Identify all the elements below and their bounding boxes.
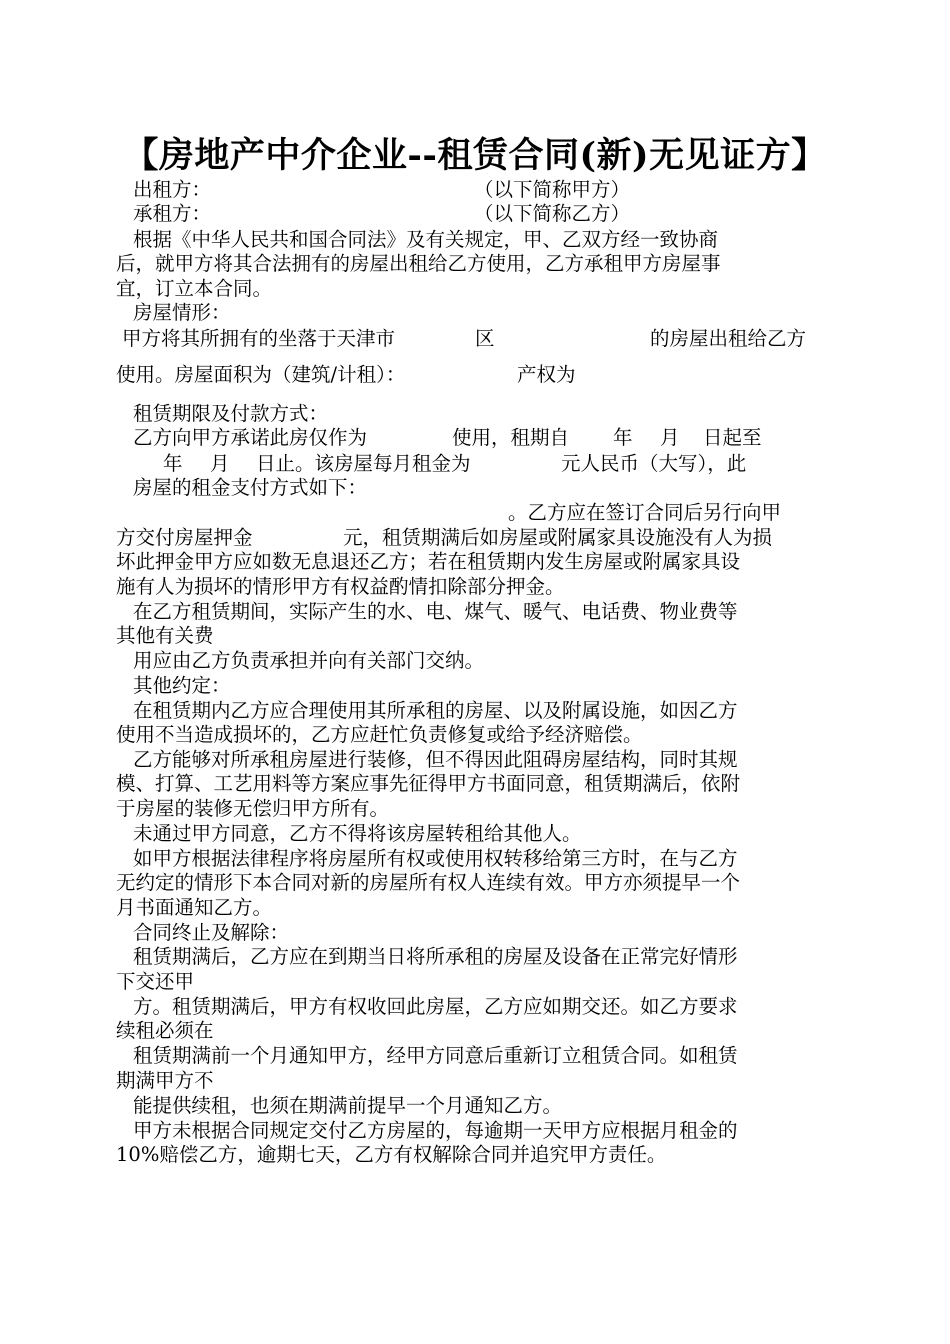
lessor-label: 出租方： xyxy=(133,178,212,201)
termination-line-8: 甲方未根据合同规定交付乙方房屋的，每逾期一天甲方应根据月租金的 xyxy=(133,1119,738,1142)
other-line-7: 如甲方根据法律程序将房屋所有权或使用权转移给第三方时，在与乙方 xyxy=(133,847,738,870)
termination-line-4: 续租必须在 xyxy=(116,1019,214,1042)
termination-line-3: 方。租赁期满后，甲方有权收回此房屋，乙方应如期交还。如乙方要求 xyxy=(133,995,738,1018)
property-line-1-c: 的房屋出租给乙方 xyxy=(650,327,807,350)
section-heading-other: 其他约定： xyxy=(133,674,231,697)
other-line-1: 在租赁期内乙方应合理使用其所承租的房屋、以及附属设施，如因乙方 xyxy=(133,699,738,722)
term-line-1-b: 使用，租期自 xyxy=(452,426,570,449)
other-line-4: 模、打算、工艺用料等方案应事先征得甲方书面同意，租赁期满后，依附 xyxy=(116,772,741,795)
other-line-6: 未通过甲方同意，乙方不得将该房屋转租给其他人。 xyxy=(133,822,582,845)
termination-line-2: 下交还甲 xyxy=(116,970,195,993)
lessee-abbrev: （以下简称乙方） xyxy=(474,202,631,225)
termination-line-1: 租赁期满后，乙方应在到期当日将所承租的房屋及设备在正常完好情形 xyxy=(133,945,738,968)
other-line-3: 乙方能够对所承租房屋进行装修，但不得因此阻碍房屋结构，同时其规 xyxy=(133,748,738,771)
section-heading-term: 租赁期限及付款方式： xyxy=(133,402,329,425)
other-line-5: 于房屋的装修无偿归甲方所有。 xyxy=(116,797,390,820)
term-line-3: 房屋的租金支付方式如下： xyxy=(133,476,368,499)
section-heading-property: 房屋情形： xyxy=(133,301,231,324)
term-line-1-e: 日起至 xyxy=(703,426,762,449)
term-line-2-d: 元人民币（大写），此 xyxy=(561,452,747,475)
property-line-1-a: 甲方将其所拥有的坐落于天津市 xyxy=(122,327,396,350)
document-title: 【房地产中介企业--租赁合同(新)无见证方】 xyxy=(123,135,827,176)
property-line-2-a: 使用。房屋面积为（建筑/计租）： xyxy=(116,363,406,386)
other-line-2: 使用不当造成损坏的，乙方应赶忙负责修复或给予经济赔偿。 xyxy=(116,723,643,746)
fees-line-3: 用应由乙方负责承担并向有关部门交纳。 xyxy=(133,649,485,672)
term-line-1-c: 年 xyxy=(613,426,633,449)
termination-line-5: 租赁期满前一个月通知甲方，经甲方同意后重新订立租赁合同。如租赁 xyxy=(133,1044,738,1067)
other-line-9: 月书面通知乙方。 xyxy=(116,896,273,919)
term-line-2-b: 月 xyxy=(210,452,230,475)
fees-line-1: 在乙方租赁期间，实际产生的水、电、煤气、暖气、电话费、物业费等 xyxy=(133,600,738,623)
section-heading-termination: 合同终止及解除： xyxy=(133,921,290,944)
deposit-line-2: 坏此押金甲方应如数无息退还乙方；若在租赁期内发生房屋或附属家具设 xyxy=(116,550,741,573)
property-line-2-b: 产权为 xyxy=(517,363,576,386)
lessee-label: 承租方： xyxy=(133,202,212,225)
term-line-2-c: 日止。该房屋每月租金为 xyxy=(256,452,471,475)
lessor-abbrev: （以下简称甲方） xyxy=(474,178,631,201)
termination-line-6: 期满甲方不 xyxy=(116,1069,214,1092)
deposit-line-1-a: 方交付房屋押金 xyxy=(116,526,253,549)
termination-line-9: 10%赔偿乙方，逾期七天，乙方有权解除合同并追究甲方责任。 xyxy=(116,1143,667,1166)
deposit-line-3: 施有人为损坏的情形甲方有权益酌情扣除部分押金。 xyxy=(116,575,565,598)
property-line-1-b: 区 xyxy=(475,327,495,350)
term-line-4: 。乙方应在签订合同后另行向甲 xyxy=(508,501,782,524)
intro-line-3: 宜，订立本合同。 xyxy=(116,277,273,300)
term-line-1-a: 乙方向甲方承诺此房仅作为 xyxy=(133,426,368,449)
intro-line-2: 后，就甲方将其合法拥有的房屋出租给乙方使用，乙方承租甲方房屋事 xyxy=(116,252,721,275)
intro-line-1: 根据《中华人民共和国合同法》及有关规定，甲、乙双方经一致协商 xyxy=(133,228,719,251)
term-line-2-a: 年 xyxy=(163,452,183,475)
term-line-1-d: 月 xyxy=(660,426,680,449)
fees-line-2: 其他有关费 xyxy=(116,624,214,647)
other-line-8: 无约定的情形下本合同对新的房屋所有权人连续有效。甲方亦须提早一个 xyxy=(116,871,741,894)
termination-line-7: 能提供续租，也须在期满前提早一个月通知乙方。 xyxy=(133,1094,563,1117)
deposit-line-1-b: 元，租赁期满后如房屋或附属家具设施没有人为损 xyxy=(343,526,773,549)
